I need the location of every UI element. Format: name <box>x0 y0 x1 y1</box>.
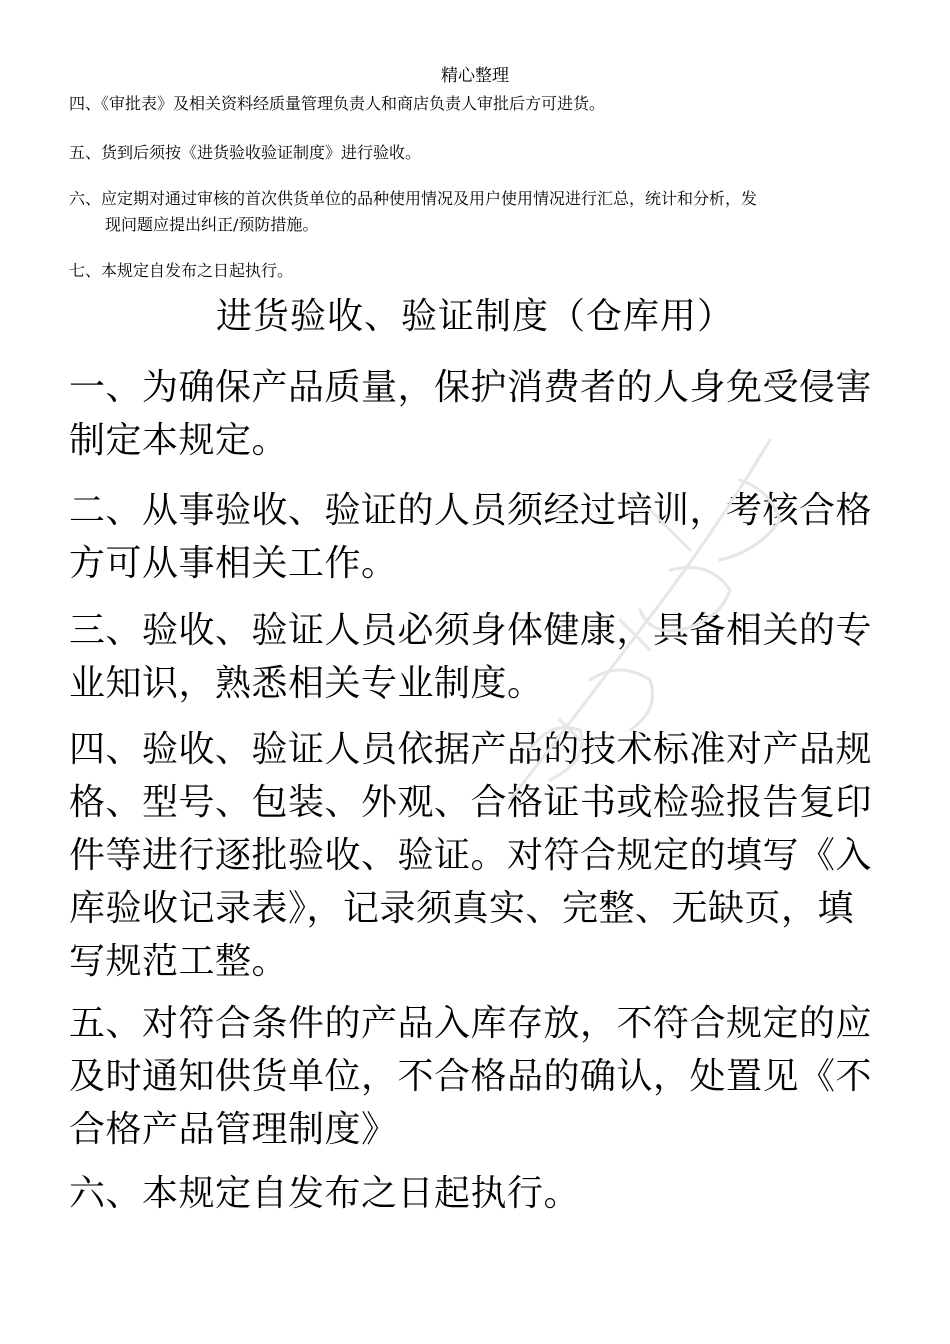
rule-item-5: 五、对符合条件的产品入库存放，不符合规定的应及时通知供货单位，不合格品的确认，处置见《不合格产品管理制度》 <box>69 1003 873 1150</box>
rule-item-2: 二、从事验收、验证的人员须经过培训，考核合格方可从事相关工作。 <box>69 490 873 584</box>
page-header: 精心整理 <box>441 66 509 86</box>
top-item-6-line1: 六、应定期对通过审核的首次供货单位的品种使用情况及用户使用情况进行汇总，统计和分析，发 <box>69 189 758 208</box>
rule-item-1: 一、为确保产品质量，保护消费者的人身免受侵害制定本规定。 <box>69 367 873 461</box>
top-item-5: 五、货到后须按《进货验收验证制度》进行验收。 <box>69 143 422 162</box>
top-item-6-line2: 现问题应提出纠正/预防措施。 <box>105 215 319 234</box>
document-title: 进货验收、验证制度（仓库用） <box>215 296 734 337</box>
rule-item-4: 四、验收、验证人员依据产品的技术标准对产品规格、型号、包装、外观、合格证书或检验报告复印件等进行逐批验收、验证。对符合规定的填写《入库验收记录表》，记录须真实、完整、无缺页，填写规范工整。 <box>69 729 873 982</box>
rule-item-3: 三、验收、验证人员必须身体健康，具备相关的专业知识，熟悉相关专业制度。 <box>69 610 873 704</box>
rule-item-6: 六、本规定自发布之日起执行。 <box>69 1173 581 1214</box>
top-item-7: 七、本规定自发布之日起执行。 <box>69 261 294 280</box>
top-item-4: 四、《审批表》及相关资料经质量管理负责人和商店负责人审批后方可进货。 <box>69 94 606 113</box>
top-item-6 <box>69 186 889 238</box>
